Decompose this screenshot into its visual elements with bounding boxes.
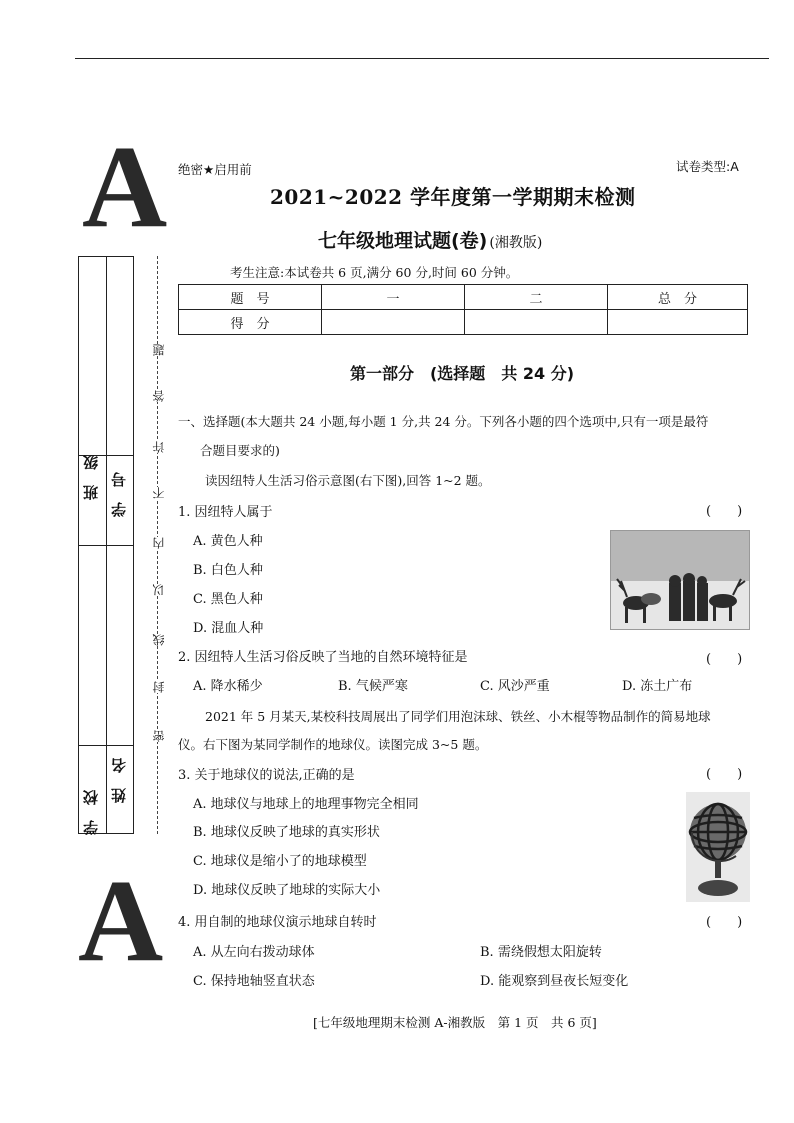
- strip-divider-2: [79, 545, 133, 546]
- globe-model-photo: [686, 792, 750, 902]
- question-2-answer-blank[interactable]: ( ): [706, 652, 743, 667]
- section-title: 第一部分 (选择题 共 24 分): [349, 364, 575, 383]
- question-3-option-a[interactable]: A. 地球仪与地球上的地理事物完全相同: [193, 797, 419, 812]
- lead-questions-3-5-line-1: 2021 年 5 月某天,某校科技周展出了同学们用泡沫球、铁丝、小木棍等物品制作的简易地球: [205, 709, 711, 724]
- question-2-option-c[interactable]: C. 风沙严重: [480, 679, 550, 694]
- label-class: 班 级: [82, 455, 100, 500]
- globe-illustration: [686, 792, 750, 902]
- question-3-stem: 3. 关于地球仪的说法,正确的是: [178, 768, 355, 783]
- paper-type-letter-top: A: [82, 121, 168, 252]
- question-1-option-c[interactable]: C. 黑色人种: [193, 592, 263, 607]
- seal-char-3: 许: [152, 441, 166, 453]
- exam-title: 2021~2022 学年度第一学期期末检测: [270, 185, 636, 209]
- seal-char-5: 内: [152, 537, 166, 549]
- cell-part-one: 一: [322, 285, 465, 310]
- exam-notice: 考生注意:本试卷共 6 页,满分 60 分,时间 60 分钟。: [230, 265, 519, 280]
- seal-char-4: 不: [152, 487, 166, 499]
- label-student-number: 学 号: [110, 472, 128, 517]
- cell-question-number-label: 题 号: [179, 285, 322, 310]
- cell-score-total[interactable]: [608, 310, 748, 335]
- question-3-option-c[interactable]: C. 地球仪是缩小了的地球模型: [193, 854, 367, 869]
- question-4-stem: 4. 用自制的地球仪演示地球自转时: [178, 915, 377, 930]
- question-1-option-b[interactable]: B. 白色人种: [193, 563, 263, 578]
- seal-char-9: 密: [152, 730, 166, 742]
- seal-char-2: 答: [152, 390, 166, 402]
- inuit-life-photo: [610, 530, 750, 630]
- top-rule: [75, 58, 769, 59]
- seal-char-8: 封: [152, 681, 166, 693]
- question-2-option-d[interactable]: D. 冻土广布: [622, 679, 693, 694]
- question-1-option-a[interactable]: A. 黄色人种: [193, 534, 263, 549]
- question-4-answer-blank[interactable]: ( ): [706, 915, 743, 930]
- question-4-option-a[interactable]: A. 从左向右拨动球体: [193, 945, 315, 960]
- score-table-score-row: [179, 310, 748, 335]
- question-4-option-c[interactable]: C. 保持地轴竖直状态: [193, 974, 315, 989]
- label-name: 姓 名: [110, 758, 128, 803]
- score-table-header-row: [179, 285, 748, 310]
- lead-questions-1-2: 读因纽特人生活习俗示意图(右下图),回答 1~2 题。: [205, 473, 491, 488]
- question-3-option-b[interactable]: B. 地球仪反映了地球的真实形状: [193, 825, 380, 840]
- inuit-photo-illustration: [611, 531, 749, 629]
- subtitle-edition: (湘教版): [489, 235, 543, 251]
- seal-char-7: 线: [152, 634, 166, 646]
- confidential-label: 绝密★启用前: [178, 162, 252, 177]
- question-4-option-b[interactable]: B. 需绕假想太阳旋转: [480, 945, 602, 960]
- seal-char-6: 以: [152, 584, 166, 596]
- question-2-stem: 2. 因纽特人生活习俗反映了当地的自然环境特征是: [178, 650, 468, 665]
- cell-score-part-one[interactable]: [322, 310, 465, 335]
- binding-info-box: [78, 256, 134, 834]
- cell-total-label: 总 分: [608, 285, 748, 310]
- question-1-answer-blank[interactable]: ( ): [706, 504, 743, 519]
- question-3-answer-blank[interactable]: ( ): [706, 767, 743, 782]
- lead-questions-3-5-line-2: 仪。右下图为某同学制作的地球仪。读图完成 3~5 题。: [178, 737, 488, 752]
- page-footer: [七年级地理期末检测 A-湘教版 第 1 页 共 6 页]: [313, 1015, 597, 1030]
- paper-type-letter-bottom: A: [78, 855, 164, 986]
- question-2-option-a[interactable]: A. 降水稀少: [193, 679, 263, 694]
- subtitle-main: 七年级地理试题(卷): [318, 230, 488, 252]
- instruction-line-1: 一、选择题(本大题共 24 小题,每小题 1 分,共 24 分。下列各小题的四个选项中,只有一项是最符: [178, 414, 709, 429]
- seal-char-1: 题: [152, 344, 166, 356]
- cell-score-label: 得 分: [179, 310, 322, 335]
- question-3-option-d[interactable]: D. 地球仪反映了地球的实际大小: [193, 883, 381, 898]
- cell-score-part-two[interactable]: [465, 310, 608, 335]
- label-school: 学 校: [82, 790, 100, 835]
- instruction-line-2: 合题目要求的): [200, 443, 280, 458]
- question-4-option-d[interactable]: D. 能观察到昼夜长短变化: [480, 974, 629, 989]
- question-1-option-d[interactable]: D. 混血人种: [193, 621, 264, 636]
- cell-part-two: 二: [465, 285, 608, 310]
- paper-type-label: 试卷类型:A: [676, 159, 739, 174]
- exam-subtitle: [318, 226, 542, 253]
- score-table: [178, 284, 748, 335]
- question-1-stem: 1. 因纽特人属于: [178, 505, 273, 520]
- question-2-option-b[interactable]: B. 气候严寒: [338, 679, 408, 694]
- strip-divider-3: [79, 745, 133, 746]
